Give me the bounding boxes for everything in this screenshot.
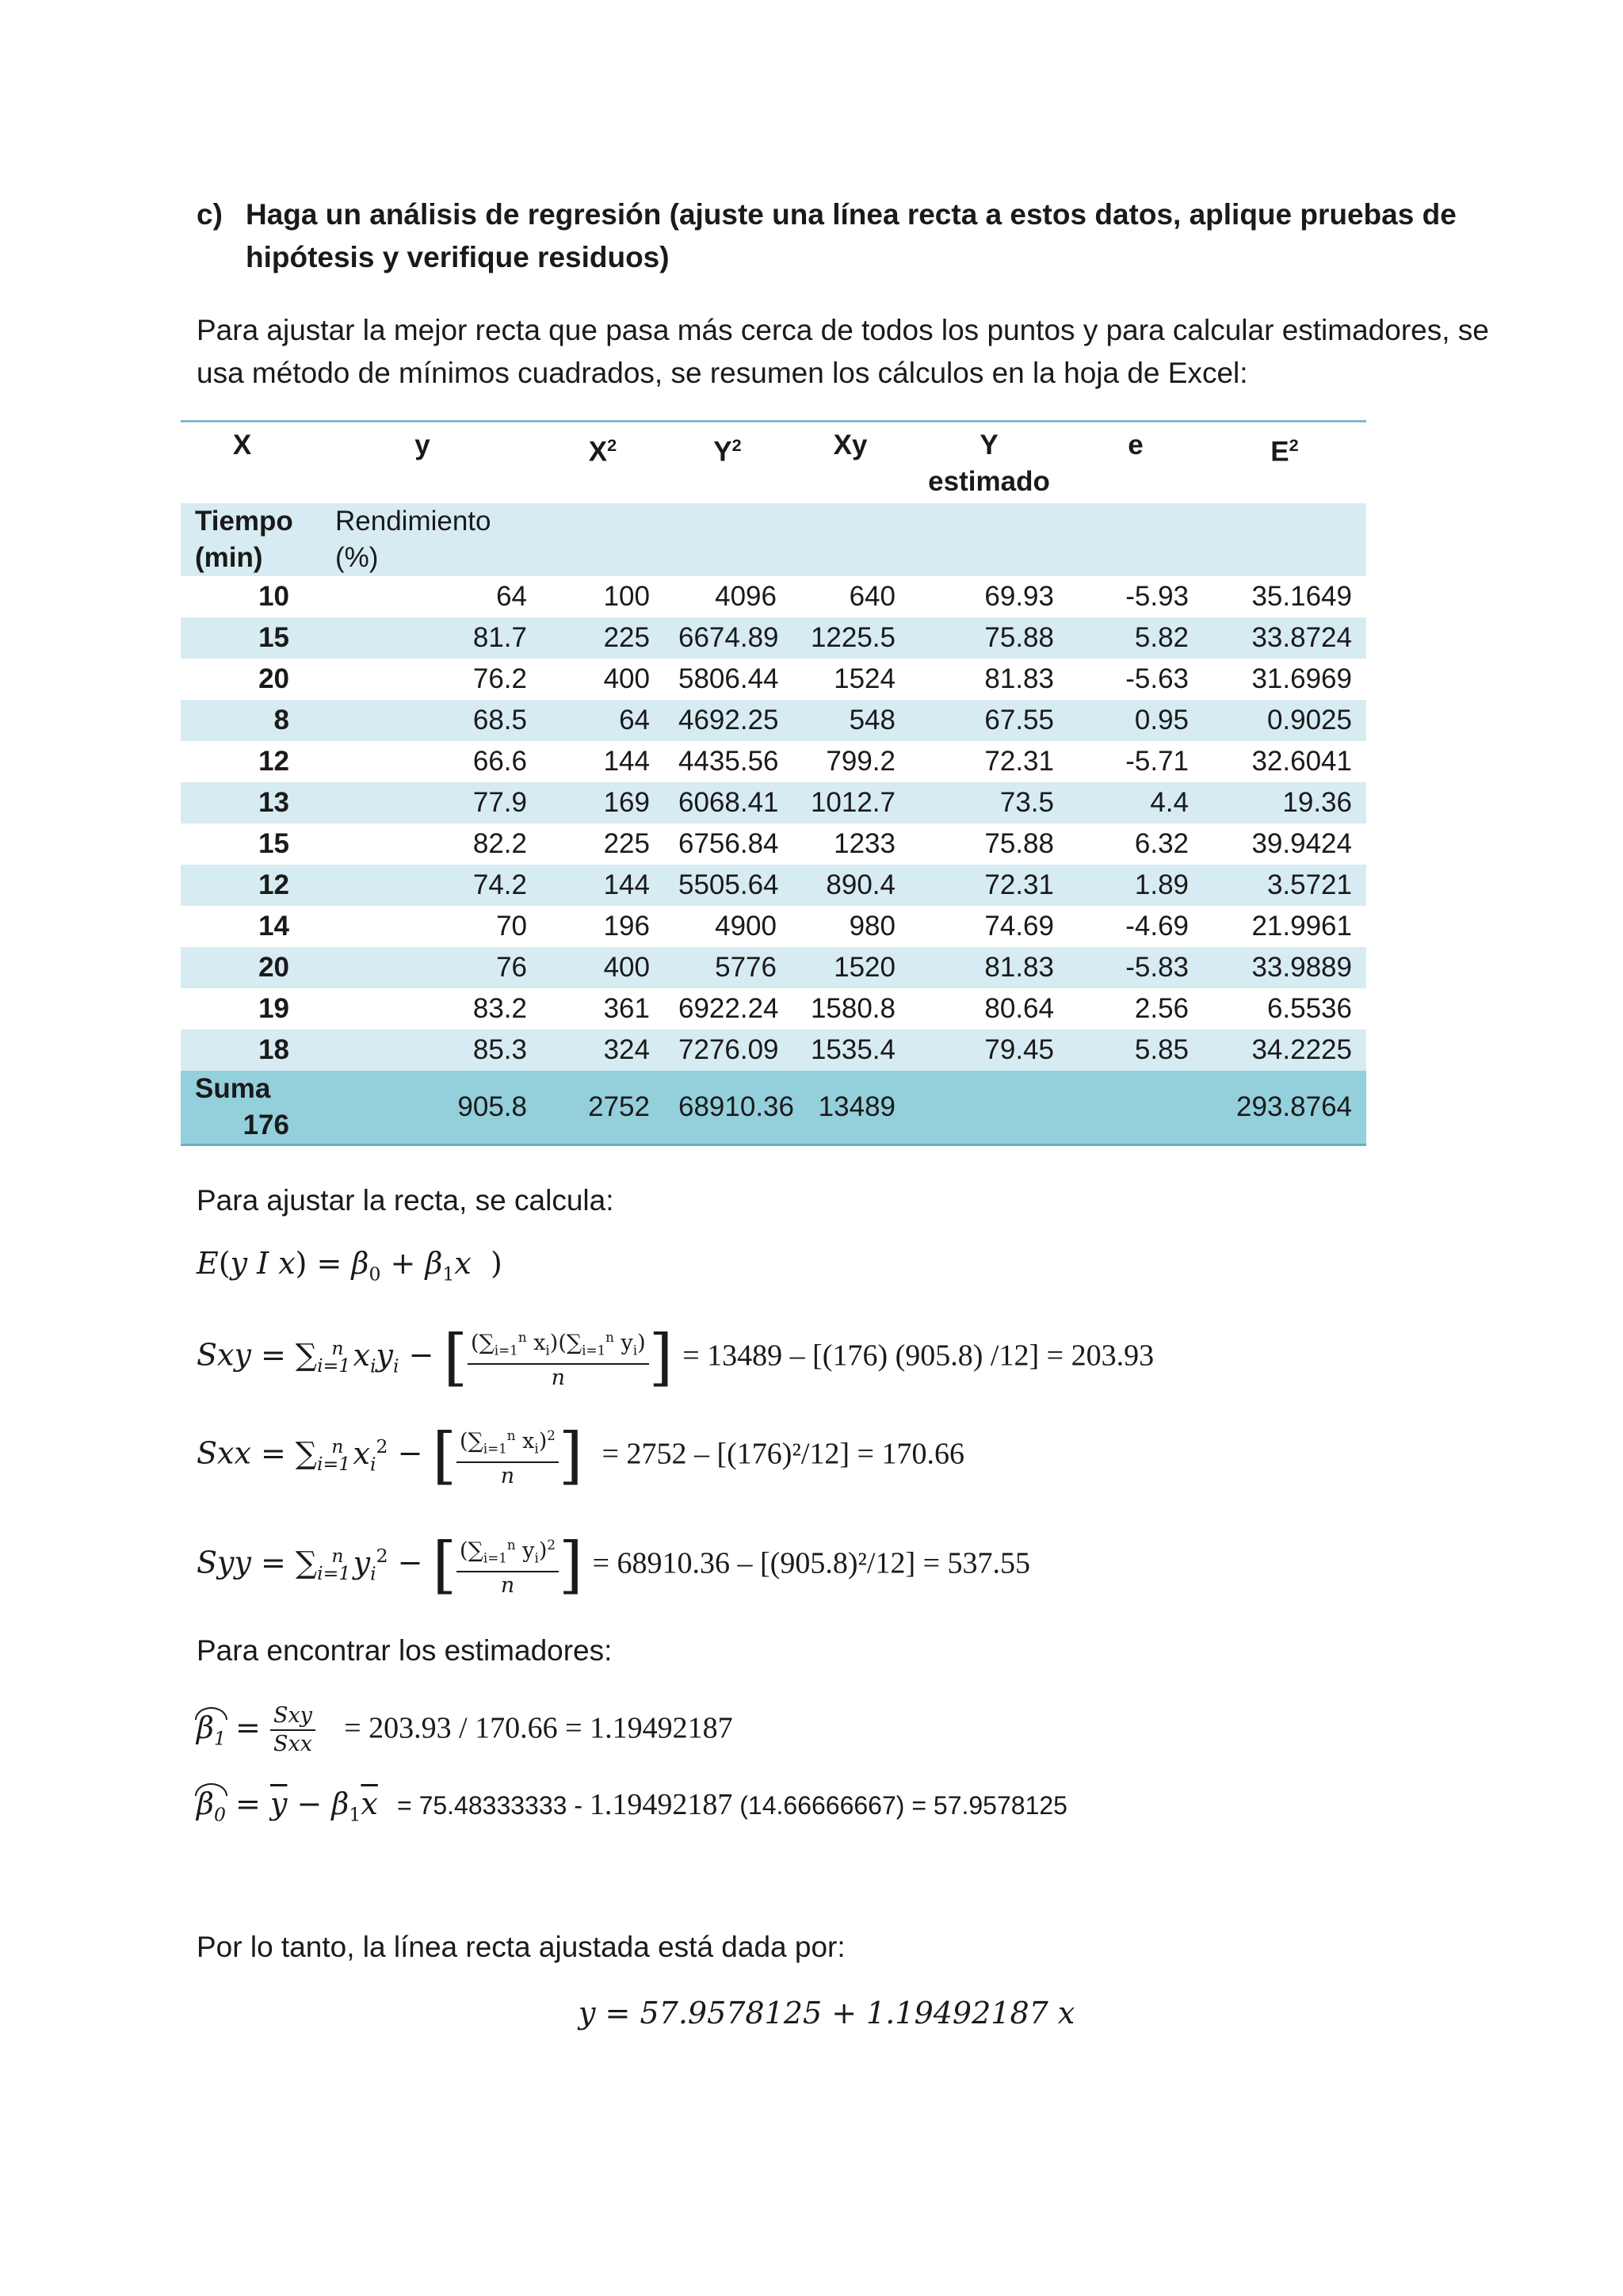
fit-text: Para ajustar la recta, se calcula: xyxy=(197,1184,614,1217)
total-y-est xyxy=(910,1071,1068,1145)
cell-y2: 5806.44 xyxy=(664,659,791,700)
cell-y: 82.2 xyxy=(304,823,541,865)
total-y: 905.8 xyxy=(304,1071,541,1145)
cell-x2: 169 xyxy=(541,782,664,823)
cell-xy: 1580.8 xyxy=(791,988,910,1030)
question-heading xyxy=(197,193,1457,279)
table-row xyxy=(181,947,1366,988)
cell-e: -5.63 xyxy=(1068,659,1203,700)
intro-line-1: Para ajustar la mejor recta que pasa más cerca de todos los puntos y para calcular estimadores, se xyxy=(197,314,1489,346)
cell-xy: 1524 xyxy=(791,659,910,700)
beta1-result: = 203.93 / 170.66 = 1.19492187 xyxy=(344,1711,733,1745)
table-row xyxy=(181,617,1366,659)
cell-y2: 6674.89 xyxy=(664,617,791,659)
cell-e: -5.71 xyxy=(1068,741,1203,782)
cell-x: 20 xyxy=(181,947,304,988)
cell-e: 5.82 xyxy=(1068,617,1203,659)
subheader-tiempo: Tiempo (min) xyxy=(181,503,304,576)
cell-xy: 799.2 xyxy=(791,741,910,782)
cell-x2: 361 xyxy=(541,988,664,1030)
header-x2: $X^2$ xyxy=(541,422,664,504)
cell-y-est: 72.31 xyxy=(910,741,1068,782)
cell-e2: 39.9424 xyxy=(1203,823,1366,865)
question-line-1: Haga un análisis de regresión (ajuste una línea recta a estos datos, aplique pruebas de xyxy=(246,198,1457,231)
model-formula: E(y I $x) = \beta_0 + \beta_1x$ ) xyxy=(197,1246,502,1286)
cell-y: 85.3 xyxy=(304,1030,541,1071)
cell-e: -5.83 xyxy=(1068,947,1203,988)
total-e2: 293.8764 xyxy=(1203,1071,1366,1145)
total-xy: 13489 xyxy=(791,1071,910,1145)
header-x: X xyxy=(181,422,304,504)
cell-e: -4.69 xyxy=(1068,906,1203,947)
table-subheader-row xyxy=(181,503,1366,576)
cell-e: 4.4 xyxy=(1068,782,1203,823)
cell-y-est: 75.88 xyxy=(910,823,1068,865)
final-equation: y = 57.9578125 + 1.19492187 x xyxy=(579,1996,1075,2030)
total-x: Suma 176 xyxy=(181,1071,304,1145)
conclusion-text: Por lo tanto, la línea recta ajustada está dada por: xyxy=(197,1931,846,1963)
table-row xyxy=(181,988,1366,1030)
cell-x: 18 xyxy=(181,1030,304,1071)
cell-y-est: 72.31 xyxy=(910,865,1068,906)
cell-xy: 548 xyxy=(791,700,910,741)
cell-x2: 100 xyxy=(541,576,664,617)
cell-y-est: 73.5 xyxy=(910,782,1068,823)
cell-y-est: 74.69 xyxy=(910,906,1068,947)
question-letter: c) xyxy=(197,198,223,231)
table-row xyxy=(181,741,1366,782)
intro-paragraph xyxy=(197,309,1489,395)
cell-x2: 144 xyxy=(541,865,664,906)
cell-e2: 35.1649 xyxy=(1203,576,1366,617)
cell-xy: 890.4 xyxy=(791,865,910,906)
cell-xy: 980 xyxy=(791,906,910,947)
cell-y-est: 75.88 xyxy=(910,617,1068,659)
table-row xyxy=(181,576,1366,617)
cell-x: 20 xyxy=(181,659,304,700)
total-y2: 68910.36 xyxy=(664,1071,791,1145)
cell-y: 83.2 xyxy=(304,988,541,1030)
cell-e: 2.56 xyxy=(1068,988,1203,1030)
cell-y-est: 79.45 xyxy=(910,1030,1068,1071)
cell-y2: 5776 xyxy=(664,947,791,988)
cell-x2: 400 xyxy=(541,659,664,700)
cell-e2: 32.6041 xyxy=(1203,741,1366,782)
cell-x2: 225 xyxy=(541,823,664,865)
total-e xyxy=(1068,1071,1203,1145)
sxx-result: = 2752 – [(176)²/12] = 170.66 xyxy=(601,1437,964,1471)
cell-y2: 7276.09 xyxy=(664,1030,791,1071)
regression-table xyxy=(181,420,1366,1146)
cell-y: 77.9 xyxy=(304,782,541,823)
header-y: y xyxy=(304,422,541,504)
question-line-2: hipótesis y verifique residuos) xyxy=(246,241,670,273)
cell-x: 19 xyxy=(181,988,304,1030)
beta0-formula: $\beta_0 = \overline{y} - \beta_1\overline{x} = 75.48333333 - 1.19492187$ (14.66666667) = 57.9578125 xyxy=(197,1786,1067,1826)
cell-y: 74.2 xyxy=(304,865,541,906)
cell-x2: 196 xyxy=(541,906,664,947)
cell-xy: 1520 xyxy=(791,947,910,988)
sxy-result: = 13489 – [(176) (905.8) /12] = 203.93 xyxy=(682,1339,1155,1373)
cell-y2: 4900 xyxy=(664,906,791,947)
table-row xyxy=(181,659,1366,700)
cell-x: 14 xyxy=(181,906,304,947)
estimators-text: Para encontrar los estimadores: xyxy=(197,1634,613,1667)
cell-x2: 400 xyxy=(541,947,664,988)
cell-xy: 640 xyxy=(791,576,910,617)
header-xy: Xy xyxy=(791,422,910,504)
cell-x2: 64 xyxy=(541,700,664,741)
cell-y-est: 69.93 xyxy=(910,576,1068,617)
cell-x2: 324 xyxy=(541,1030,664,1071)
cell-y: 66.6 xyxy=(304,741,541,782)
cell-x2: 144 xyxy=(541,741,664,782)
cell-e2: 33.9889 xyxy=(1203,947,1366,988)
cell-xy: 1233 xyxy=(791,823,910,865)
syy-result: = 68910.36 – [(905.8)²/12] = 537.55 xyxy=(592,1546,1031,1580)
cell-e: 0.95 xyxy=(1068,700,1203,741)
cell-y2: 6068.41 xyxy=(664,782,791,823)
cell-e2: 33.8724 xyxy=(1203,617,1366,659)
cell-y-est: 81.83 xyxy=(910,947,1068,988)
cell-e: 1.89 xyxy=(1068,865,1203,906)
cell-e: 5.85 xyxy=(1068,1030,1203,1071)
cell-x: 12 xyxy=(181,865,304,906)
table-row xyxy=(181,823,1366,865)
table-row xyxy=(181,865,1366,906)
cell-x: 15 xyxy=(181,823,304,865)
table-row xyxy=(181,700,1366,741)
cell-e2: 21.9961 xyxy=(1203,906,1366,947)
beta0-result-a: = 75.48333333 - xyxy=(396,1791,590,1820)
cell-y: 76.2 xyxy=(304,659,541,700)
cell-y-est: 67.55 xyxy=(910,700,1068,741)
cell-y-est: 81.83 xyxy=(910,659,1068,700)
cell-x2: 225 xyxy=(541,617,664,659)
syy-formula: Syy = $\sum_{i=1}^n$ $y_i^2$ − [ $\frac{(\sum_{i=1}^n y_i)^2}{n}$ ] = 68910.36 – [(905.8)²/12] = 537.55 xyxy=(197,1530,1031,1601)
beta1-formula: $\beta_1$ = $\frac{\text{Sxy}}{\text{Sxx}}$ = 203.93 / 170.66 = 1.19492187 xyxy=(197,1703,733,1756)
cell-e: -5.93 xyxy=(1068,576,1203,617)
cell-y2: 6756.84 xyxy=(664,823,791,865)
cell-y: 64 xyxy=(304,576,541,617)
cell-y2: 4692.25 xyxy=(664,700,791,741)
cell-xy: 1225.5 xyxy=(791,617,910,659)
cell-y2: 4096 xyxy=(664,576,791,617)
cell-e2: 19.36 xyxy=(1203,782,1366,823)
header-e: e xyxy=(1068,422,1203,504)
subheader-rendimiento: Rendimiento (%) xyxy=(304,503,541,576)
cell-y2: 6922.24 xyxy=(664,988,791,1030)
cell-y: 81.7 xyxy=(304,617,541,659)
cell-y: 70 xyxy=(304,906,541,947)
cell-xy: 1535.4 xyxy=(791,1030,910,1071)
cell-x: 10 xyxy=(181,576,304,617)
cell-y: 68.5 xyxy=(304,700,541,741)
cell-e2: 3.5721 xyxy=(1203,865,1366,906)
beta0-result-b: 1.19492187 xyxy=(589,1788,733,1821)
cell-x: 13 xyxy=(181,782,304,823)
sxx-formula: Sxx = $\sum_{i=1}^n$ $x_i^2$ − [ $\frac{(\sum_{i=1}^n x_i)^2}{n}$ ] = 2752 – [(176)²/12] = 170.66 xyxy=(197,1420,964,1492)
header-y-estimado: Y estimado xyxy=(910,422,1068,504)
cell-e2: 31.6969 xyxy=(1203,659,1366,700)
cell-x: 12 xyxy=(181,741,304,782)
table-row xyxy=(181,906,1366,947)
beta0-result-c: (14.66666667) = 57.9578125 xyxy=(732,1791,1067,1820)
total-x2: 2752 xyxy=(541,1071,664,1145)
intro-line-2: usa método de mínimos cuadrados, se resumen los cálculos en la hoja de Excel: xyxy=(197,357,1248,389)
cell-e: 6.32 xyxy=(1068,823,1203,865)
table-row xyxy=(181,1030,1366,1071)
header-e2: $E^2$ xyxy=(1203,422,1366,504)
cell-y: 76 xyxy=(304,947,541,988)
cell-e2: 34.2225 xyxy=(1203,1030,1366,1071)
cell-y2: 5505.64 xyxy=(664,865,791,906)
cell-e2: 6.5536 xyxy=(1203,988,1366,1030)
cell-x: 8 xyxy=(181,700,304,741)
sxy-formula: Sxy = $\sum_{i=1}^n$ $x_iy_i$ − [ $\frac{(\sum_{i=1}^n x_i)(\sum_{i=1}^n y_i)}{n}$ ] = 13489 – [(176) (905.8) /12] = 203.93 xyxy=(197,1322,1155,1393)
header-y2: $Y^2$ xyxy=(664,422,791,504)
cell-y2: 4435.56 xyxy=(664,741,791,782)
table-header-row xyxy=(181,422,1366,504)
cell-y-est: 80.64 xyxy=(910,988,1068,1030)
cell-e2: 0.9025 xyxy=(1203,700,1366,741)
total-label: Suma xyxy=(195,1073,271,1104)
table-row xyxy=(181,782,1366,823)
cell-xy: 1012.7 xyxy=(791,782,910,823)
table-total-row xyxy=(181,1071,1366,1145)
cell-x: 15 xyxy=(181,617,304,659)
